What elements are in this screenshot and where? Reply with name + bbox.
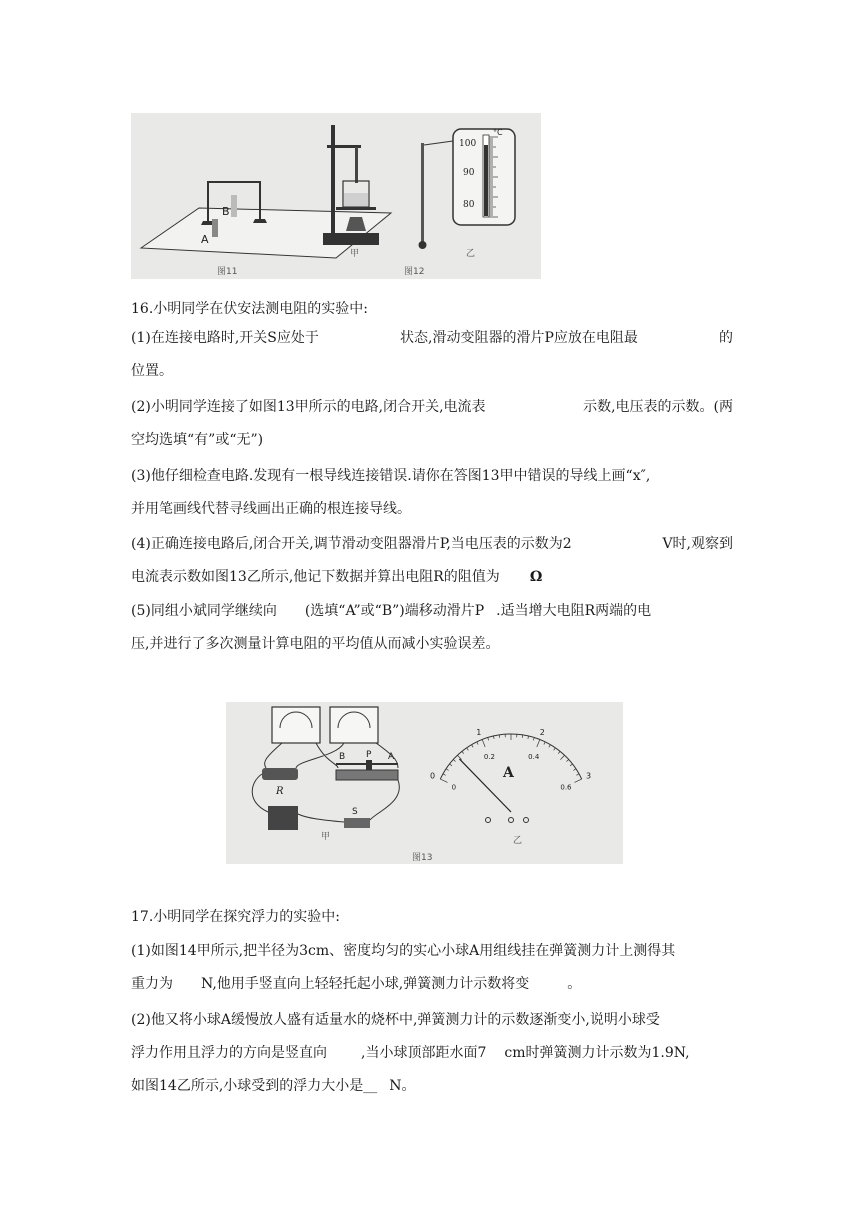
candle-a: [212, 219, 218, 237]
glass-plate-left-edge: [207, 183, 209, 225]
ammeter-letter: A: [503, 765, 514, 781]
dial-tick: [544, 742, 545, 745]
q16-part2-line1: [131, 397, 733, 417]
dial-tick: [533, 738, 534, 741]
beaker-water: [344, 193, 368, 206]
q16-p1-text-d: 位置。: [131, 363, 173, 379]
dial-tick: [574, 779, 581, 782]
tick-label-100: 100: [459, 139, 477, 149]
dial-inner-label: 0.2: [483, 753, 495, 762]
q17-part2-line2: [131, 1043, 733, 1063]
q16-p3-text-a: (3)他仔细检查电路.发现有一根导线连接错误.请你在答图13甲中错误的导线上画“x″,: [131, 468, 651, 484]
dial-tick: [488, 738, 489, 741]
q16-p1-text-c: 的: [719, 330, 733, 346]
q17-p2-text-a: (2)他又将小球A缓慢放人盛有适量水的烧杯中,弹簧测力计的示数逐渐变小,说明小球受: [131, 1012, 660, 1028]
q16-p5-text-b: (选填“A”或“B”)端移动滑片P: [304, 603, 485, 619]
dial-tick: [566, 759, 568, 761]
q17-title: 17.小明同学在探究浮力的实验中:: [131, 909, 340, 925]
glass-plate-right-edge: [259, 181, 261, 223]
ammeter-terminal: [486, 818, 491, 823]
figure-11-12: [131, 113, 541, 279]
label-r: R: [276, 786, 284, 797]
q16-part1-line1: [131, 328, 733, 348]
fig12-caption: 图12: [404, 267, 425, 277]
dial-tick: [493, 736, 494, 739]
q17-part2-line3: [131, 1076, 733, 1096]
q17-p2-text-e: 如图14乙所示,小球受到的浮力大小是__: [131, 1078, 378, 1094]
dial-outer-label: 2: [539, 728, 545, 738]
dial-tick: [477, 742, 478, 745]
thermometer-in-beaker: [355, 147, 358, 183]
q17-p2-text-b: 浮力作用且浮力的方向是竖直向: [131, 1045, 327, 1061]
q17-part1-line2: [131, 974, 733, 994]
q16-part5-line1: [131, 601, 733, 621]
q16-p5-text-c: .适当增大电阻R两端的电: [496, 603, 652, 619]
dial-inner-label: 0: [451, 783, 457, 792]
dial-tick: [467, 748, 469, 750]
battery: [268, 806, 298, 830]
dial-tick: [576, 774, 579, 775]
unit-celsius: °C: [493, 128, 503, 137]
label-s: S: [352, 807, 358, 817]
q16-title: 16.小明同学在伏安法测电阻的实验中:: [131, 301, 368, 317]
q16-p5-text-d: 压,并进行了多次测量计算电阻的平均值从而减小实验误差。: [131, 636, 500, 652]
q17-p2-text-d: cm时弹簧测力计示数为1.9N,: [504, 1045, 690, 1061]
candle-b: [231, 195, 237, 217]
dial-tick: [462, 751, 464, 753]
dial-outer-label: 0: [430, 771, 436, 781]
dial-tick: [560, 755, 564, 759]
thermometer-stem: [421, 143, 424, 243]
dial-tick: [443, 774, 446, 775]
wire-gauze: [336, 207, 376, 210]
fig11-caption: 图11: [217, 267, 238, 277]
figure-13-drawing: [226, 702, 623, 864]
dial-inner-label: 0.6: [560, 783, 572, 792]
dial-inner-label: 0.4: [528, 753, 540, 762]
fig11-label-a: A: [201, 233, 209, 246]
dial-outer-label: 1: [476, 728, 482, 738]
stand-rod: [331, 125, 335, 235]
dial-tick: [472, 745, 474, 748]
switch-s: [344, 818, 370, 828]
ammeter-terminal: [509, 818, 514, 823]
dial-tick: [549, 745, 551, 748]
rheostat: [336, 770, 398, 780]
tick-label-90: 90: [463, 168, 475, 178]
q17-p1-text-b: 重力为: [131, 976, 173, 992]
plate-stand-right: [253, 219, 267, 223]
dial-tick: [573, 769, 575, 771]
dial-outer-label: 3: [585, 771, 592, 781]
fig13-yi-label: 乙: [513, 836, 523, 846]
q17-p1-text-d: 。: [567, 976, 582, 992]
q16-p1-text-b: 状态,滑动变阻器的滑片P应放在电阻最: [400, 330, 638, 346]
q16-p1-text-a: (1)在连接电路时,开关S应处于: [131, 330, 319, 346]
fig12-jia-label: 甲: [350, 249, 360, 259]
dial-tick: [446, 769, 448, 771]
q16-part4-line2: [131, 567, 733, 587]
dial-tick: [482, 740, 485, 747]
q16-p2-text-a: (2)小明同学连接了如图13甲所示的电路,闭合开关,电流表: [131, 399, 486, 415]
fig12-yi-label: 乙: [466, 249, 476, 259]
magnify-line: [424, 141, 453, 145]
q17-p2-text-f: N。: [389, 1078, 416, 1094]
dial-tick: [528, 736, 529, 739]
slider-p: [366, 760, 372, 770]
q16-p4-text-a: (4)正确连接电路后,闭合开关,调节滑动变阻器滑片P,当电压表的示数为2: [131, 536, 572, 552]
q16-p5-text-a: (5)同组小斌同学继续向: [131, 603, 277, 619]
dial-tick: [453, 759, 455, 761]
q16-p2-text-c: 空均选填“有”或“无”): [131, 432, 264, 448]
q17-p1-text-c: N,他用手竖直向上轻轻托起小球,弹簧测力计示数将变: [201, 976, 530, 992]
dial-tick: [440, 779, 447, 782]
q17-p2-text-c: ,当小球顶部距水面7: [361, 1045, 487, 1061]
q16-p2-text-b: 示数,电压表的示数。(两: [583, 399, 733, 415]
q17-p1-text-a: (1)如图14甲所示,把半径为3cm、密度均匀的实心小球A用组线挂在弹簧测力计上测得其: [131, 943, 676, 959]
figure-13: [226, 702, 623, 864]
label-a: A: [388, 752, 395, 762]
label-p: P: [366, 750, 372, 760]
dial-tick: [537, 740, 540, 747]
q16-p4-text-c: 电流表示数如图13乙所示,他记下数据并算出电阻R的阻值为: [131, 569, 500, 585]
q16-part4-line1: [131, 534, 733, 554]
figure-11-12-drawing: [131, 113, 541, 279]
fig13-jia-label: 甲: [321, 832, 331, 842]
fig13-caption: 图13: [412, 853, 433, 863]
q16-p3-text-b: 并用笔画线代替寻线画出正确的根连接导线。: [131, 501, 411, 517]
resistor-r: [262, 768, 298, 780]
tick-label-80: 80: [463, 200, 475, 210]
q16-p4-text-d: Ω: [529, 569, 543, 585]
dial-tick: [450, 764, 452, 766]
q16-p4-text-b: V时,观察到: [662, 536, 733, 552]
thermometer-bulb: [419, 241, 427, 249]
liquid-column: [484, 145, 488, 216]
dial-tick: [570, 764, 572, 766]
label-b: B: [339, 752, 346, 762]
dial-tick: [558, 751, 560, 753]
ammeter-terminal: [524, 818, 529, 823]
fig11-label-b: B: [222, 205, 230, 218]
glass-plate-top-edge: [207, 181, 261, 183]
dial-tick: [554, 748, 556, 750]
